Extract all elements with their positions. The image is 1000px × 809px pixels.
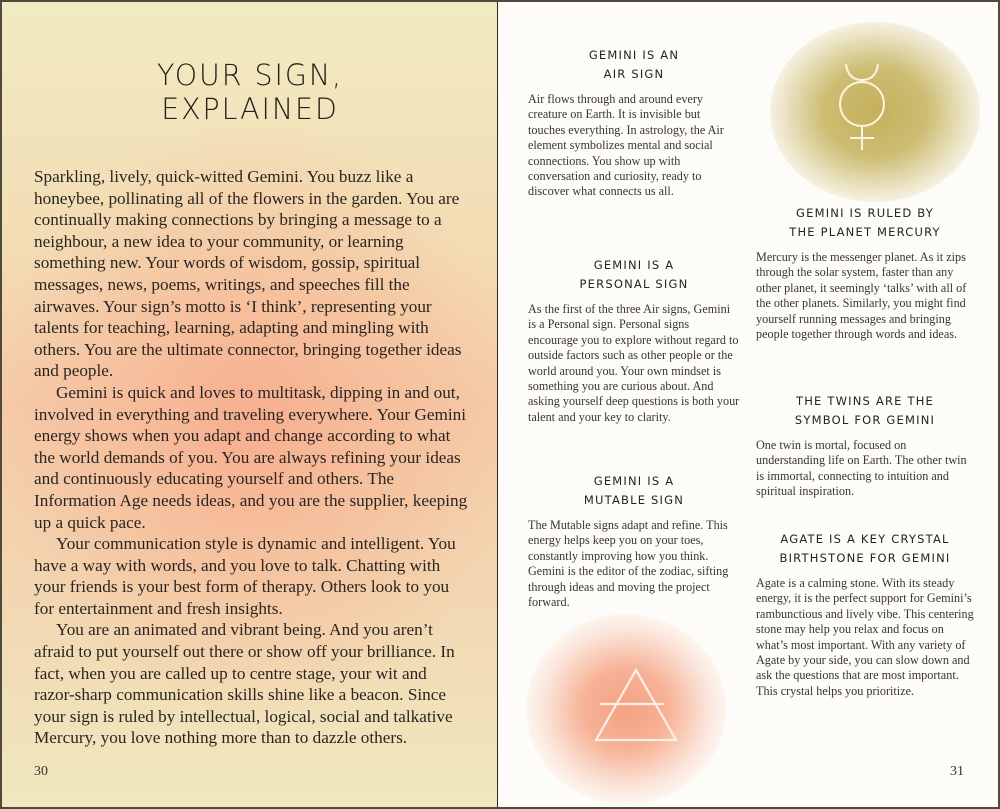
heading-line-2: BIRTHSTONE FOR GEMINI xyxy=(779,551,951,565)
right-page xyxy=(498,2,998,807)
section-body: Air flows through and around every creature on Earth. It is invisible but touches everything. In astrology, the Air element symbolizes mental and social connections. You show up with conversation and curiosity, ready to discover what connects us all. xyxy=(528,92,724,199)
paragraph: You are an animated and vibrant being. And you aren’t afraid to put yourself out there or show off your brilliance. In fact, when you are called up to centre stage, your wit and razor-sharp communication skills shine like a beacon. Since your sign is ruled by intellectual, logical, social and talkative Mercury, you love nothing more than to dazzle others. xyxy=(34,620,455,748)
section-heading xyxy=(756,204,974,242)
section-body: One twin is mortal, focused on understanding life on Earth. The other twin is immortal, connecting to intuition and spiritual inspiration. xyxy=(756,438,967,499)
heading-line-1: GEMINI IS A xyxy=(593,258,675,272)
title-line-1: YOUR SIGN, xyxy=(156,58,344,92)
section-body: As the first of the three Air signs, Gemini is a Personal sign. Personal signs encourage you to explore without regard to outside factors such as other people or the world around you. Your own mindset is something you are curious about. And asking yourself deep questions is both your talent and your key to clarity. xyxy=(528,302,740,424)
paragraph: Sparkling, lively, quick-witted Gemini. You buzz like a honeybee, pollinating all of the flowers in the garden. You are continually making connections by bringing a message to a neighbour, a new idea to your community, or learning something new. Your words of wisdom, gossip, spiritual messages, news, poems, writings, and speeches fill the airwaves. Your sign’s motto is ‘I think’, representing your talents for teaching, learning, adapting and mingling with others. You are the ultimate connector, bringing together ideas and people. xyxy=(34,167,462,381)
heading-line-2: PERSONAL SIGN xyxy=(579,277,689,291)
section-mutable-sign xyxy=(528,472,740,610)
heading-line-2: AIR SIGN xyxy=(603,67,665,81)
section-body: The Mutable signs adapt and refine. This energy helps keep you on your toes, constantly improving how you think. Gemini is the editor of the zodiac, sifting through ideas and moving the project forward. xyxy=(528,518,729,610)
heading-line-1: GEMINI IS A xyxy=(593,474,675,488)
section-heading xyxy=(528,256,740,294)
paragraph: Your communication style is dynamic and intelligent. You have a way with words, and you love to talk. Chatting with your friends is your best form of therapy. Others look to you for entertainment and fresh insights. xyxy=(34,534,456,618)
section-agate xyxy=(756,530,974,699)
body-text xyxy=(34,166,470,749)
section-mercury xyxy=(756,204,974,342)
section-heading xyxy=(528,472,740,510)
left-page xyxy=(2,2,498,807)
section-heading xyxy=(756,392,974,430)
section-heading xyxy=(756,530,974,568)
section-body: Mercury is the messenger planet. As it zips through the solar system, faster than any other planet, it seemingly ‘talks’ with all of the other planets. Similarly, you might find yourself running messages and bringing people together through words and ideas. xyxy=(756,250,967,342)
heading-line-2: THE PLANET MERCURY xyxy=(789,225,941,239)
heading-line-1: GEMINI IS RULED BY xyxy=(796,206,934,220)
section-twins xyxy=(756,392,974,500)
paragraph: Gemini is quick and loves to multitask, dipping in and out, involved in everything and traveling everywhere. Your Gemini energy shows when you adapt and change according to what the world demands of you. You are always refining your ideas and continuously educating yourself and others. The Information Age needs ideas, and you are the supplier, keeping up a quick pace. xyxy=(34,382,468,532)
page-number-left: 30 xyxy=(34,764,48,779)
heading-line-2: SYMBOL FOR GEMINI xyxy=(794,413,936,427)
title-line-2: EXPLAINED xyxy=(161,92,339,126)
air-element-icon xyxy=(588,666,684,746)
heading-line-1: AGATE IS A KEY CRYSTAL xyxy=(780,532,950,546)
section-body: Agate is a calming stone. With its steady energy, it is the perfect support for Gemini’s rambunctious and lively vibe. This centering stone may help you relax and focus on what’s most important. With any variety of Agate by your side, you can slow down and ask the questions that are most important. This crystal helps you prioritize. xyxy=(756,576,974,698)
heading-line-2: MUTABLE SIGN xyxy=(583,493,685,507)
heading-line-1: THE TWINS ARE THE xyxy=(795,394,935,408)
section-heading xyxy=(528,46,740,84)
page-number-right: 31 xyxy=(950,764,964,779)
section-personal-sign xyxy=(528,256,740,425)
page-title xyxy=(7,58,493,126)
section-air-sign xyxy=(528,46,740,200)
mercury-icon xyxy=(832,60,892,152)
heading-line-1: GEMINI IS AN xyxy=(588,48,680,62)
